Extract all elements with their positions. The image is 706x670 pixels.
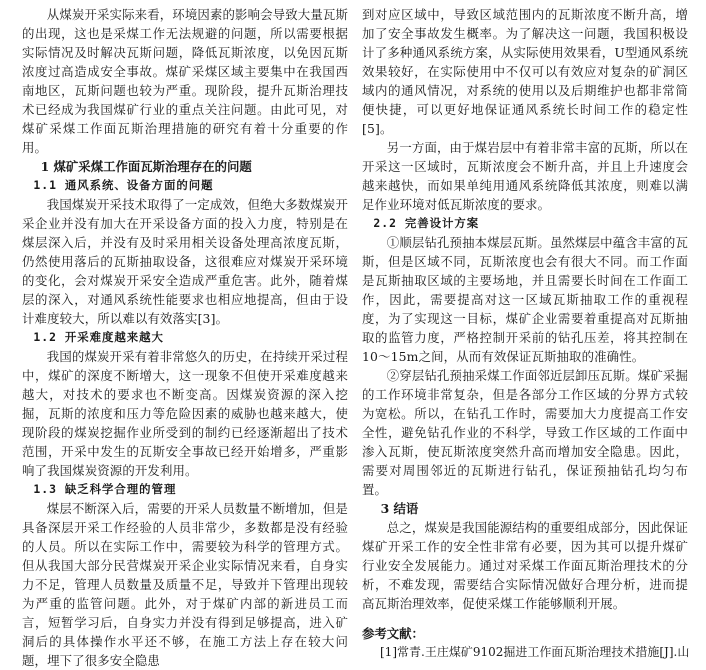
section-1-3-paragraph: 煤层不断深入后，需要的开采人员数量不断增加，但是具备深层开采工作经验的人员非常少，多数都是没有经验的人员。所以在实际工作中，需要较为科学的管理方式。但从我国大部分民营煤炭开采企业实际情况来看，自身实力不足，管理人员数量及质量不足，导致并下管理出现较为严重的监管问题。此外，对于煤矿内部的新进员工而言，短暂学习后，自身实力并没有得到足够提高，进入矿洞后的具体操作水平还不够，在施工方法上存在较大问题，埋下了很多安全隐患: [22, 501, 348, 668]
another-aspect-paragraph: 另一方面，由于煤岩层中有着非常丰富的瓦斯，所以在开采这一区域时，瓦斯浓度会不断升高，并且上升速度会越来越快，而如果单纯用通风系统降低其浓度，则难以满足作业环境对低瓦斯浓度的要求。: [362, 140, 688, 212]
section-1-heading: 1 煤矿采煤工作面瓦斯治理存在的问题: [40, 159, 252, 174]
section-1-2-paragraph: 我国的煤炭开采有着非常悠久的历史，在持续开采过程中，煤矿的深度不断增大，这一现象不但使开采难度越来越大，对技术的要求也不断变高。因煤炭资源的深入挖掘，瓦斯的浓度和压力等危险因素的威胁也越来越大，使现阶段的煤炭挖掘作业所受到的制约已经逐渐超出了技术范围，开采中发生的瓦斯安全事故已经开始增多，严重影响了我国煤炭资源的开发利用。: [22, 349, 348, 478]
section-3-heading: 3 结语: [380, 501, 419, 516]
section-2-2-paragraph-b: ②穿层钻孔预抽采煤工作面邻近层卸压瓦斯。煤矿采掘的工作环境非常复杂，但是各部分工作区域的分界方式较为宽松。所以，在钻孔工作时，需要加大力度提高工作安全性，避免钻孔作业的不科学，导致工作区域的工作面中渗入瓦斯，使瓦斯浓度突然升高而增加安全隐患。因此，需要对周围邻近的瓦斯进行钻孔，保证预抽钻孔均匀布置。: [362, 368, 688, 497]
intro-paragraph: 从煤炭开采实际来看，环境因素的影响会导致大量瓦斯的出现，这也是采煤工作无法规避的问题，所以需要根据实际情况及时解决瓦斯问题，降低瓦斯浓度，以免因瓦斯浓度过高造成安全事故。煤矿采煤区域主要集中在我国西南地区，瓦斯问题也较为严重。现阶段，提升瓦斯治理技术已经成为我国煤矿行业的重点关注问题。由此可见，对煤矿采煤工作面瓦斯治理措施的研究有着十分重要的作用。: [22, 7, 348, 155]
section-2-2-heading: 2.2 完善设计方案: [373, 216, 480, 230]
section-1-1-paragraph: 我国煤炭开采技术取得了一定成效，但绝大多数煤炭开采企业并没有加大在开采设备方面的投入力度，特别是在煤层深入后，并没有及时采用相关设备处理高浓度瓦斯，仍然使用落后的瓦斯抽取设备，这很难应对煤炭开采环境的变化，会对煤炭开采安全造成严重危害。此外，随着煤层的深入，对通风系统性能要求也相应地提高，但由于设计难度较大，所以难以有效落实[3]。: [22, 197, 348, 326]
section-2-2-paragraph-a: ①顺层钻孔预抽本煤层瓦斯。虽然煤层中蕴含丰富的瓦斯，但是区域不同，瓦斯浓度也会有很大不同。而工作面是瓦斯抽取区域的主要场地，并且需要长时间在工作面工作，因此，需要提高对这一区域瓦斯抽取工作的重视程度，为了实现这一目标，煤矿企业需要着重提高对瓦斯抽取的监管力度，严格控制开采前的钻孔压差，将其控制在10～15m之间，从而有效保证瓦斯抽取的准确性。: [362, 235, 688, 364]
continued-paragraph: 到对应区域中，导致区域范围内的瓦斯浓度不断升高，增加了安全事故发生概率。为了解决这一问题，我国积极设计了多种通风系统方案，从实际使用效果看，U型通风系统效果较好，在实际使用中不仅可以有效应对复杂的矿洞区域内的通风情况，对系统的使用以及后期维护也都非常简便快捷，可以更好地保证通风系统长时间工作的稳定性[5]。: [362, 7, 688, 136]
right-column: [362, 5, 688, 662]
conclusion-paragraph: 总之，煤炭是我国能源结构的重要组成部分，因此保证煤矿开采工作的安全性非常有必要，因为其可以提升煤矿行业安全发展能力。通过对采煤工作面瓦斯治理技术的分析，不难发现，需要结合实际情况做好合理分析，进而提高瓦斯治理效率，促使采煤工作能够顺利开展。: [362, 520, 688, 611]
reference-item: [1]常青.王庄煤矿9102掘进工作面瓦斯治理技术措施[J].山: [380, 645, 690, 659]
references-title: 参考文献：: [362, 626, 424, 641]
section-1-3-heading: 1.3 缺乏科学合理的管理: [33, 482, 177, 496]
section-1-1-heading: 1.1 通风系统、设备方面的问题: [33, 178, 214, 192]
left-column: [22, 5, 348, 670]
section-1-2-heading: 1.2 开采难度越来越大: [33, 330, 164, 344]
